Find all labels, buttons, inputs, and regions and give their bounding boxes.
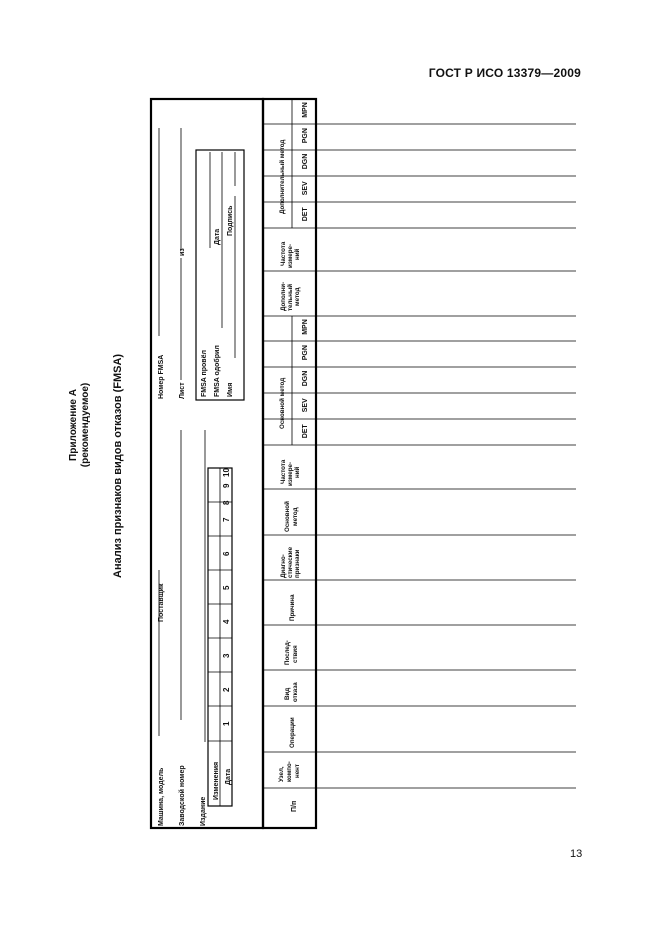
revision-number-7: 7 xyxy=(222,517,231,522)
col-effect-l1: Послед- xyxy=(284,640,291,665)
revision-number-8: 8 xyxy=(222,500,231,505)
fmsa-checked-label: FMSA провёл xyxy=(201,350,208,397)
col-primary-l1: Основной xyxy=(284,501,291,532)
col-diag-features xyxy=(280,546,301,578)
col-failure-l2: отказа xyxy=(292,682,299,702)
col-diag-l1: Диагно- xyxy=(280,554,287,578)
revision-number-3: 3 xyxy=(222,653,231,658)
col-frequency-2 xyxy=(280,241,301,268)
col-freq2-l2: измере- xyxy=(287,243,294,268)
form-header-frame xyxy=(151,99,263,828)
col-diag-l3: признаки xyxy=(294,549,301,578)
col-primary-l2: метод xyxy=(292,507,299,526)
col-freq2-l1: Частота xyxy=(280,241,287,266)
col-operation: Операции xyxy=(289,717,296,748)
date-label: Дата xyxy=(214,228,221,245)
revision-number-2: 2 xyxy=(222,687,231,692)
col-effect xyxy=(284,640,299,665)
standard-code: ГОСТ Р ИСО 13379—2009 xyxy=(428,66,581,80)
col-cause: Причина xyxy=(289,594,296,621)
rating-dgn-additional: DGN xyxy=(302,153,309,170)
fmsa-number-label: Номер FMSA xyxy=(158,354,165,399)
supplier-label: Поставщик xyxy=(158,583,165,622)
revision-number-5: 5 xyxy=(222,585,231,590)
col-primary-method xyxy=(284,501,299,532)
revision-numbers xyxy=(222,468,231,726)
appendix-note: (рекомендуемое) xyxy=(80,382,91,468)
page-number: 13 xyxy=(570,848,583,860)
col-frequency-1 xyxy=(280,459,301,486)
rating-pgn-additional: PGN xyxy=(302,128,309,144)
col-freq1-l3: ний xyxy=(294,466,301,478)
of-label: из xyxy=(179,248,186,256)
col-addl-l1: Дополни- xyxy=(280,281,287,311)
body-row-lines xyxy=(316,124,576,419)
col-addl-l3: метод xyxy=(294,287,301,306)
col-effect-l2: ствия xyxy=(292,645,299,663)
signature-label: Подпись xyxy=(227,205,234,236)
col-component-l2: компо- xyxy=(286,761,293,782)
rating-sev-primary: SEV xyxy=(302,398,309,413)
col-diag-l2: стические xyxy=(287,546,294,578)
col-additional-method xyxy=(280,282,301,311)
col-failure-mode xyxy=(284,682,299,702)
col-additional-group: Дополнительный метод xyxy=(279,139,286,214)
name-label: Имя xyxy=(227,382,234,397)
rating-mpn-primary: MPN xyxy=(302,319,309,335)
revision-number-6: 6 xyxy=(222,551,231,556)
appendix-title: Приложение А xyxy=(68,389,79,461)
rating-det-additional: DET xyxy=(302,207,309,222)
machine-label: Машина, модель xyxy=(158,767,165,826)
revision-number-1: 1 xyxy=(222,721,231,726)
revision-number-10: 10 xyxy=(222,468,231,477)
rating-sev-additional: SEV xyxy=(302,181,309,196)
edition-label: Издание xyxy=(200,796,207,826)
sheet-label: Лист xyxy=(179,382,186,399)
form-title: Анализ признаков видов отказов (FMSA) xyxy=(112,353,124,578)
col-addl-l2: тельный xyxy=(287,283,294,311)
changes-date-label: Дата xyxy=(225,768,232,785)
col-freq1-l2: измере- xyxy=(287,461,294,486)
col-failure-l1: Вид xyxy=(284,687,291,700)
revision-number-4: 4 xyxy=(222,619,231,624)
col-component xyxy=(278,761,301,782)
col-primary-group: Основной метод xyxy=(279,377,286,429)
changes-label: Изменения xyxy=(213,761,220,800)
col-component-l1: Узел, xyxy=(278,766,285,782)
rating-mpn-additional: MPN xyxy=(302,102,309,118)
revision-number-9: 9 xyxy=(222,483,231,488)
serial-label: Заводской номер xyxy=(179,765,186,826)
rating-dgn-primary: DGN xyxy=(302,370,309,387)
rating-pgn-primary: PGN xyxy=(302,345,309,361)
col-freq1-l1: Частота xyxy=(280,459,287,484)
rating-labels xyxy=(302,102,309,438)
rating-det-primary: DET xyxy=(302,424,309,439)
fmsa-approved-label: FMSA одобрил xyxy=(214,345,221,397)
col-item-no: П/п xyxy=(291,800,298,812)
col-freq2-l3: ний xyxy=(294,248,301,260)
col-component-l3: нент xyxy=(294,764,301,778)
